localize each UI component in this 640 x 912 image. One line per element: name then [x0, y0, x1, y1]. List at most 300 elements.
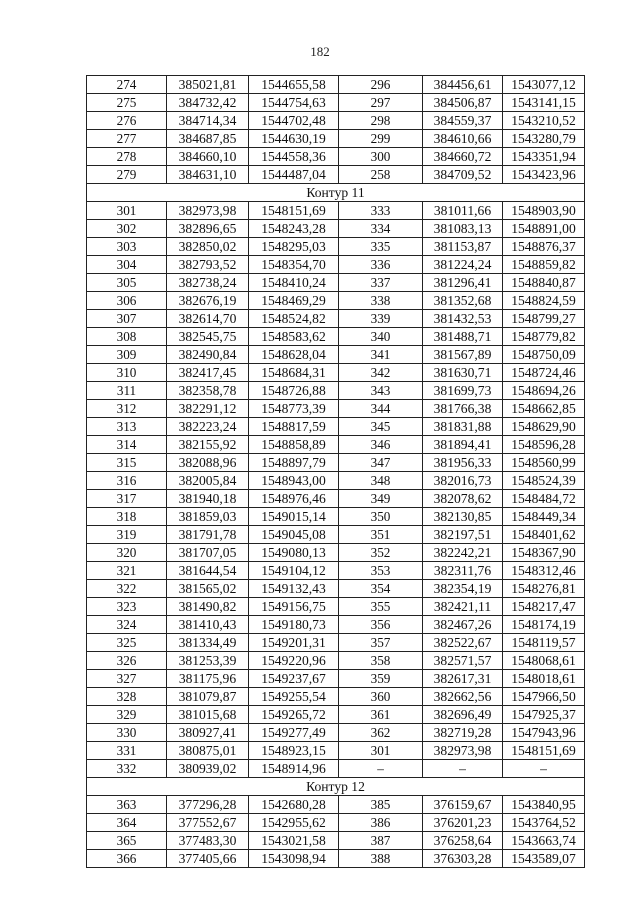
point-number-cell: 365 [87, 832, 167, 850]
x-coordinate-cell: 382738,24 [167, 274, 249, 292]
x-coordinate-cell: 377296,28 [167, 796, 249, 814]
x-coordinate-cell: 382197,51 [423, 526, 503, 544]
table-row [87, 814, 585, 832]
y-coordinate-cell: 1543589,07 [503, 850, 585, 868]
point-number-cell: 297 [339, 94, 423, 112]
table-row [87, 742, 585, 760]
x-coordinate-cell: 376258,64 [423, 832, 503, 850]
point-number-cell: 338 [339, 292, 423, 310]
coordinates-table [86, 75, 585, 868]
point-number-cell: 258 [339, 166, 423, 184]
point-number-cell: 309 [87, 346, 167, 364]
point-number-cell: 326 [87, 652, 167, 670]
x-coordinate-cell: 382130,85 [423, 508, 503, 526]
y-coordinate-cell: 1549045,08 [249, 526, 339, 544]
table-row [87, 418, 585, 436]
y-coordinate-cell: 1549220,96 [249, 652, 339, 670]
point-number-cell: 351 [339, 526, 423, 544]
point-number-cell: 349 [339, 490, 423, 508]
point-number-cell: 321 [87, 562, 167, 580]
y-coordinate-cell: 1548401,62 [503, 526, 585, 544]
y-coordinate-cell: 1548817,59 [249, 418, 339, 436]
point-number-cell: 358 [339, 652, 423, 670]
point-number-cell: 330 [87, 724, 167, 742]
point-number-cell: 301 [87, 202, 167, 220]
point-number-cell: 360 [339, 688, 423, 706]
point-number-cell: 346 [339, 436, 423, 454]
table-row [87, 274, 585, 292]
table-row [87, 490, 585, 508]
y-coordinate-cell: 1548876,37 [503, 238, 585, 256]
section-header-row [87, 778, 585, 796]
x-coordinate-cell: 376303,28 [423, 850, 503, 868]
y-coordinate-cell: 1544558,36 [249, 148, 339, 166]
x-coordinate-cell: 381565,02 [167, 580, 249, 598]
y-coordinate-cell: 1542680,28 [249, 796, 339, 814]
x-coordinate-cell: 381334,49 [167, 634, 249, 652]
y-coordinate-cell: 1548799,27 [503, 310, 585, 328]
table-row [87, 436, 585, 454]
y-coordinate-cell: 1548628,04 [249, 346, 339, 364]
table-row [87, 346, 585, 364]
x-coordinate-cell: 376201,23 [423, 814, 503, 832]
x-coordinate-cell: 384506,87 [423, 94, 503, 112]
table-row [87, 310, 585, 328]
point-number-cell: 348 [339, 472, 423, 490]
y-coordinate-cell: 1543280,79 [503, 130, 585, 148]
table-row [87, 580, 585, 598]
point-number-cell: 303 [87, 238, 167, 256]
x-coordinate-cell: 382662,56 [423, 688, 503, 706]
point-number-cell: 306 [87, 292, 167, 310]
table-row [87, 724, 585, 742]
point-number-cell: 343 [339, 382, 423, 400]
x-coordinate-cell: 382417,45 [167, 364, 249, 382]
x-coordinate-cell: 382973,98 [423, 742, 503, 760]
table-row [87, 328, 585, 346]
point-number-cell: 328 [87, 688, 167, 706]
point-number-cell: 322 [87, 580, 167, 598]
point-number-cell: 363 [87, 796, 167, 814]
table-row [87, 130, 585, 148]
x-coordinate-cell: 382850,02 [167, 238, 249, 256]
point-number-cell: 310 [87, 364, 167, 382]
x-coordinate-cell: 381153,87 [423, 238, 503, 256]
x-coordinate-cell: 382614,70 [167, 310, 249, 328]
point-number-cell: 386 [339, 814, 423, 832]
x-coordinate-cell: 381015,68 [167, 706, 249, 724]
table-row [87, 598, 585, 616]
y-coordinate-cell: 1549015,14 [249, 508, 339, 526]
y-coordinate-cell: 1548449,34 [503, 508, 585, 526]
y-coordinate-cell: 1548976,46 [249, 490, 339, 508]
point-number-cell: 341 [339, 346, 423, 364]
x-coordinate-cell: 382078,62 [423, 490, 503, 508]
table-row [87, 616, 585, 634]
table-row [87, 472, 585, 490]
x-coordinate-cell: 381894,41 [423, 436, 503, 454]
point-number-cell: 331 [87, 742, 167, 760]
table-row [87, 364, 585, 382]
point-number-cell: 311 [87, 382, 167, 400]
y-coordinate-cell: 1548840,87 [503, 274, 585, 292]
y-coordinate-cell: 1549132,43 [249, 580, 339, 598]
point-number-cell: 308 [87, 328, 167, 346]
table-row [87, 202, 585, 220]
table-row [87, 292, 585, 310]
point-number-cell: 316 [87, 472, 167, 490]
x-coordinate-cell: 382676,19 [167, 292, 249, 310]
point-number-cell: 340 [339, 328, 423, 346]
point-number-cell: 304 [87, 256, 167, 274]
x-coordinate-cell: 382311,76 [423, 562, 503, 580]
y-coordinate-cell: 1548354,70 [249, 256, 339, 274]
y-coordinate-cell: 1548943,00 [249, 472, 339, 490]
y-coordinate-cell: 1548724,46 [503, 364, 585, 382]
x-coordinate-cell: 382242,21 [423, 544, 503, 562]
table-row [87, 544, 585, 562]
x-coordinate-cell: 381940,18 [167, 490, 249, 508]
x-coordinate-cell: 382016,73 [423, 472, 503, 490]
x-coordinate-cell: 381707,05 [167, 544, 249, 562]
section-title: Контур 11 [87, 184, 585, 202]
y-coordinate-cell: 1543764,52 [503, 814, 585, 832]
x-coordinate-cell: 381432,53 [423, 310, 503, 328]
x-coordinate-cell: 382088,96 [167, 454, 249, 472]
point-number-cell: 335 [339, 238, 423, 256]
y-coordinate-cell: 1548484,72 [503, 490, 585, 508]
point-number-cell: 333 [339, 202, 423, 220]
table-row [87, 112, 585, 130]
y-coordinate-cell: 1544630,19 [249, 130, 339, 148]
point-number-cell: 274 [87, 76, 167, 94]
x-coordinate-cell: 381224,24 [423, 256, 503, 274]
page-number: 182 [310, 44, 330, 59]
x-coordinate-cell: 382973,98 [167, 202, 249, 220]
x-coordinate-cell: 381488,71 [423, 328, 503, 346]
y-coordinate-cell: 1543663,74 [503, 832, 585, 850]
y-coordinate-cell: 1548524,82 [249, 310, 339, 328]
x-coordinate-cell: 382696,49 [423, 706, 503, 724]
table-row [87, 148, 585, 166]
y-coordinate-cell: 1548560,99 [503, 454, 585, 472]
y-coordinate-cell: 1543423,96 [503, 166, 585, 184]
y-coordinate-cell: 1547966,50 [503, 688, 585, 706]
y-coordinate-cell: 1544754,63 [249, 94, 339, 112]
x-coordinate-cell: 382719,28 [423, 724, 503, 742]
x-coordinate-cell: 382617,31 [423, 670, 503, 688]
y-coordinate-cell: 1548914,96 [249, 760, 339, 778]
y-coordinate-cell: 1548276,81 [503, 580, 585, 598]
x-coordinate-cell: 384559,37 [423, 112, 503, 130]
table-row [87, 454, 585, 472]
x-coordinate-cell: 381253,39 [167, 652, 249, 670]
y-coordinate-cell: 1548858,89 [249, 436, 339, 454]
point-number-cell: 298 [339, 112, 423, 130]
y-coordinate-cell: 1548367,90 [503, 544, 585, 562]
x-coordinate-cell: 381079,87 [167, 688, 249, 706]
point-number-cell: 319 [87, 526, 167, 544]
point-number-cell: 361 [339, 706, 423, 724]
y-coordinate-cell: 1548217,47 [503, 598, 585, 616]
point-number-cell: 366 [87, 850, 167, 868]
y-coordinate-cell: 1548410,24 [249, 274, 339, 292]
point-number-cell: 347 [339, 454, 423, 472]
y-coordinate-cell: 1547943,96 [503, 724, 585, 742]
y-coordinate-cell: 1548662,85 [503, 400, 585, 418]
point-number-cell: 364 [87, 814, 167, 832]
x-coordinate-cell: 382522,67 [423, 634, 503, 652]
point-number-cell: 323 [87, 598, 167, 616]
table-row [87, 760, 585, 778]
point-number-cell: 314 [87, 436, 167, 454]
x-coordinate-cell: 381490,82 [167, 598, 249, 616]
y-coordinate-cell: 1549180,73 [249, 616, 339, 634]
coordinates-table-body [87, 76, 585, 868]
x-coordinate-cell: 382467,26 [423, 616, 503, 634]
y-coordinate-cell: 1548295,03 [249, 238, 339, 256]
x-coordinate-cell: 382793,52 [167, 256, 249, 274]
y-coordinate-cell: 1548469,29 [249, 292, 339, 310]
table-row [87, 670, 585, 688]
y-coordinate-cell: 1544702,48 [249, 112, 339, 130]
y-coordinate-cell: 1542955,62 [249, 814, 339, 832]
x-coordinate-cell: 382223,24 [167, 418, 249, 436]
point-number-cell: 277 [87, 130, 167, 148]
x-coordinate-cell: 384660,10 [167, 148, 249, 166]
table-row [87, 634, 585, 652]
table-row [87, 526, 585, 544]
y-coordinate-cell: 1548243,28 [249, 220, 339, 238]
y-coordinate-cell: 1549255,54 [249, 688, 339, 706]
table-row [87, 688, 585, 706]
y-coordinate-cell: 1549237,67 [249, 670, 339, 688]
y-coordinate-cell: – [503, 760, 585, 778]
section-title: Контур 12 [87, 778, 585, 796]
point-number-cell: 317 [87, 490, 167, 508]
table-row [87, 220, 585, 238]
x-coordinate-cell: 381766,38 [423, 400, 503, 418]
y-coordinate-cell: 1548018,61 [503, 670, 585, 688]
table-row [87, 256, 585, 274]
y-coordinate-cell: 1549080,13 [249, 544, 339, 562]
point-number-cell: 356 [339, 616, 423, 634]
x-coordinate-cell: 382005,84 [167, 472, 249, 490]
y-coordinate-cell: 1548859,82 [503, 256, 585, 274]
y-coordinate-cell: 1549277,49 [249, 724, 339, 742]
x-coordinate-cell: 384456,61 [423, 76, 503, 94]
point-number-cell: 353 [339, 562, 423, 580]
x-coordinate-cell: 382354,19 [423, 580, 503, 598]
point-number-cell: 329 [87, 706, 167, 724]
x-coordinate-cell: 381410,43 [167, 616, 249, 634]
y-coordinate-cell: 1548903,90 [503, 202, 585, 220]
x-coordinate-cell: 381644,54 [167, 562, 249, 580]
y-coordinate-cell: 1548684,31 [249, 364, 339, 382]
x-coordinate-cell: 382358,78 [167, 382, 249, 400]
point-number-cell: 342 [339, 364, 423, 382]
point-number-cell: – [339, 760, 423, 778]
point-number-cell: 336 [339, 256, 423, 274]
y-coordinate-cell: 1548068,61 [503, 652, 585, 670]
point-number-cell: 278 [87, 148, 167, 166]
table-row [87, 562, 585, 580]
table-row [87, 238, 585, 256]
y-coordinate-cell: 1543141,15 [503, 94, 585, 112]
point-number-cell: 327 [87, 670, 167, 688]
point-number-cell: 312 [87, 400, 167, 418]
section-header-row [87, 184, 585, 202]
table-row [87, 382, 585, 400]
x-coordinate-cell: 381859,03 [167, 508, 249, 526]
point-number-cell: 325 [87, 634, 167, 652]
point-number-cell: 388 [339, 850, 423, 868]
x-coordinate-cell: 381011,66 [423, 202, 503, 220]
y-coordinate-cell: 1549265,72 [249, 706, 339, 724]
x-coordinate-cell: – [423, 760, 503, 778]
y-coordinate-cell: 1548891,00 [503, 220, 585, 238]
y-coordinate-cell: 1548174,19 [503, 616, 585, 634]
y-coordinate-cell: 1547925,37 [503, 706, 585, 724]
point-number-cell: 318 [87, 508, 167, 526]
y-coordinate-cell: 1543210,52 [503, 112, 585, 130]
y-coordinate-cell: 1548151,69 [503, 742, 585, 760]
x-coordinate-cell: 382421,11 [423, 598, 503, 616]
x-coordinate-cell: 381567,89 [423, 346, 503, 364]
point-number-cell: 296 [339, 76, 423, 94]
point-number-cell: 354 [339, 580, 423, 598]
point-number-cell: 324 [87, 616, 167, 634]
point-number-cell: 334 [339, 220, 423, 238]
point-number-cell: 300 [339, 148, 423, 166]
point-number-cell: 305 [87, 274, 167, 292]
point-number-cell: 345 [339, 418, 423, 436]
x-coordinate-cell: 381083,13 [423, 220, 503, 238]
x-coordinate-cell: 384709,52 [423, 166, 503, 184]
y-coordinate-cell: 1548119,57 [503, 634, 585, 652]
table-row [87, 166, 585, 184]
point-number-cell: 299 [339, 130, 423, 148]
x-coordinate-cell: 381630,71 [423, 364, 503, 382]
point-number-cell: 359 [339, 670, 423, 688]
point-number-cell: 302 [87, 220, 167, 238]
y-coordinate-cell: 1548151,69 [249, 202, 339, 220]
point-number-cell: 276 [87, 112, 167, 130]
table-row [87, 652, 585, 670]
x-coordinate-cell: 382490,84 [167, 346, 249, 364]
y-coordinate-cell: 1548726,88 [249, 382, 339, 400]
y-coordinate-cell: 1548750,09 [503, 346, 585, 364]
point-number-cell: 307 [87, 310, 167, 328]
y-coordinate-cell: 1548779,82 [503, 328, 585, 346]
y-coordinate-cell: 1548824,59 [503, 292, 585, 310]
y-coordinate-cell: 1549104,12 [249, 562, 339, 580]
y-coordinate-cell: 1548897,79 [249, 454, 339, 472]
point-number-cell: 357 [339, 634, 423, 652]
y-coordinate-cell: 1548583,62 [249, 328, 339, 346]
y-coordinate-cell: 1543021,58 [249, 832, 339, 850]
point-number-cell: 320 [87, 544, 167, 562]
y-coordinate-cell: 1548312,46 [503, 562, 585, 580]
y-coordinate-cell: 1543840,95 [503, 796, 585, 814]
x-coordinate-cell: 382291,12 [167, 400, 249, 418]
y-coordinate-cell: 1548629,90 [503, 418, 585, 436]
y-coordinate-cell: 1548524,39 [503, 472, 585, 490]
x-coordinate-cell: 381352,68 [423, 292, 503, 310]
x-coordinate-cell: 381296,41 [423, 274, 503, 292]
point-number-cell: 362 [339, 724, 423, 742]
point-number-cell: 275 [87, 94, 167, 112]
table-row [87, 94, 585, 112]
y-coordinate-cell: 1549156,75 [249, 598, 339, 616]
x-coordinate-cell: 384631,10 [167, 166, 249, 184]
table-row [87, 400, 585, 418]
table-row [87, 850, 585, 868]
y-coordinate-cell: 1543351,94 [503, 148, 585, 166]
table-row [87, 706, 585, 724]
x-coordinate-cell: 384714,34 [167, 112, 249, 130]
x-coordinate-cell: 384610,66 [423, 130, 503, 148]
point-number-cell: 344 [339, 400, 423, 418]
x-coordinate-cell: 381699,73 [423, 382, 503, 400]
point-number-cell: 315 [87, 454, 167, 472]
x-coordinate-cell: 384732,42 [167, 94, 249, 112]
point-number-cell: 279 [87, 166, 167, 184]
y-coordinate-cell: 1544655,58 [249, 76, 339, 94]
x-coordinate-cell: 380927,41 [167, 724, 249, 742]
point-number-cell: 385 [339, 796, 423, 814]
point-number-cell: 339 [339, 310, 423, 328]
point-number-cell: 332 [87, 760, 167, 778]
y-coordinate-cell: 1548596,28 [503, 436, 585, 454]
x-coordinate-cell: 384687,85 [167, 130, 249, 148]
x-coordinate-cell: 380875,01 [167, 742, 249, 760]
point-number-cell: 337 [339, 274, 423, 292]
y-coordinate-cell: 1544487,04 [249, 166, 339, 184]
y-coordinate-cell: 1543098,94 [249, 850, 339, 868]
table-row [87, 508, 585, 526]
x-coordinate-cell: 377405,66 [167, 850, 249, 868]
y-coordinate-cell: 1548694,26 [503, 382, 585, 400]
x-coordinate-cell: 377483,30 [167, 832, 249, 850]
y-coordinate-cell: 1548923,15 [249, 742, 339, 760]
x-coordinate-cell: 381831,88 [423, 418, 503, 436]
point-number-cell: 313 [87, 418, 167, 436]
point-number-cell: 387 [339, 832, 423, 850]
table-row [87, 796, 585, 814]
x-coordinate-cell: 377552,67 [167, 814, 249, 832]
point-number-cell: 301 [339, 742, 423, 760]
y-coordinate-cell: 1548773,39 [249, 400, 339, 418]
y-coordinate-cell: 1543077,12 [503, 76, 585, 94]
x-coordinate-cell: 381956,33 [423, 454, 503, 472]
point-number-cell: 355 [339, 598, 423, 616]
x-coordinate-cell: 381175,96 [167, 670, 249, 688]
x-coordinate-cell: 381791,78 [167, 526, 249, 544]
table-row [87, 76, 585, 94]
x-coordinate-cell: 382896,65 [167, 220, 249, 238]
x-coordinate-cell: 380939,02 [167, 760, 249, 778]
x-coordinate-cell: 376159,67 [423, 796, 503, 814]
x-coordinate-cell: 382571,57 [423, 652, 503, 670]
x-coordinate-cell: 382545,75 [167, 328, 249, 346]
point-number-cell: 352 [339, 544, 423, 562]
x-coordinate-cell: 385021,81 [167, 76, 249, 94]
x-coordinate-cell: 384660,72 [423, 148, 503, 166]
y-coordinate-cell: 1549201,31 [249, 634, 339, 652]
point-number-cell: 350 [339, 508, 423, 526]
x-coordinate-cell: 382155,92 [167, 436, 249, 454]
